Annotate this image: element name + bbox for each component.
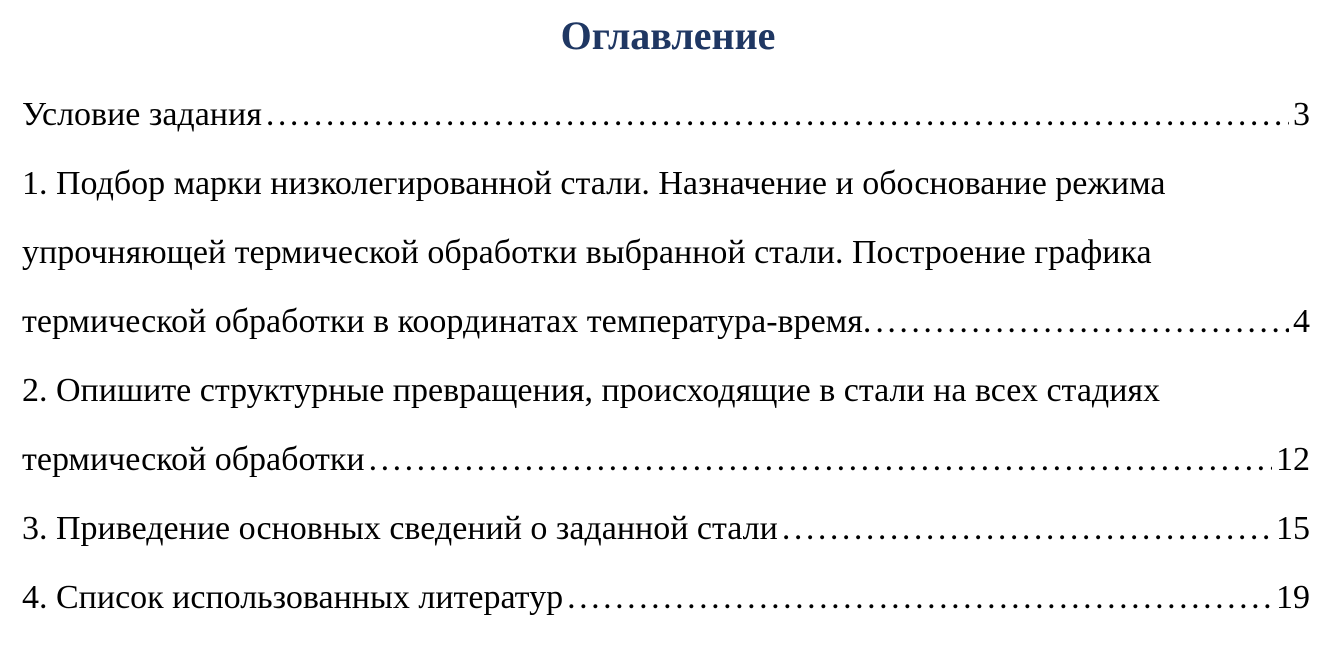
toc-entry-text: Условие задания (22, 96, 262, 133)
toc-entry-text-line: 1. Подбор марки низколегированной стали. Назначение и обоснование режима (22, 165, 1166, 202)
toc-entry-last-line (22, 80, 1310, 149)
toc-entry-text: термической обработки (22, 441, 365, 478)
dot-leader (266, 80, 1289, 149)
toc-entry-references[interactable] (22, 563, 1310, 632)
toc-entry-steel-information[interactable] (22, 494, 1310, 563)
toc-entry-last-line (22, 425, 1310, 494)
toc-page-number: 19 (1276, 579, 1310, 616)
dot-leader (875, 287, 1289, 356)
toc-entry-text: 3. Приведение основных сведений о заданной стали (22, 510, 778, 547)
toc-entry-steel-selection[interactable] (22, 149, 1310, 356)
dot-leader (567, 563, 1272, 632)
toc-page-number: 15 (1276, 510, 1310, 547)
toc-entry-text-line: 2. Опишите структурные превращения, происходящие в стали на всех стадиях (22, 372, 1161, 409)
toc-page-number: 4 (1293, 303, 1310, 340)
dot-leader (782, 494, 1272, 563)
dot-leader (369, 425, 1272, 494)
toc-entry-last-line (22, 494, 1310, 563)
toc-entry-last-line (22, 287, 1310, 356)
toc-page-number: 3 (1293, 96, 1310, 133)
toc-entry-text: 4. Список использованных литератур (22, 579, 564, 616)
toc-entry-task-conditions[interactable] (22, 80, 1310, 149)
toc-entry-text: термической обработки в координатах температура-время. (22, 303, 872, 340)
toc-entry-text-line: упрочняющей термической обработки выбранной стали. Построение графика (22, 234, 1152, 271)
toc-page-number: 12 (1276, 441, 1310, 478)
toc-entry-last-line (22, 563, 1310, 632)
toc-entry-structural-transformations[interactable] (22, 356, 1310, 494)
table-of-contents (22, 80, 1310, 632)
toc-title: Оглавление (560, 13, 776, 58)
